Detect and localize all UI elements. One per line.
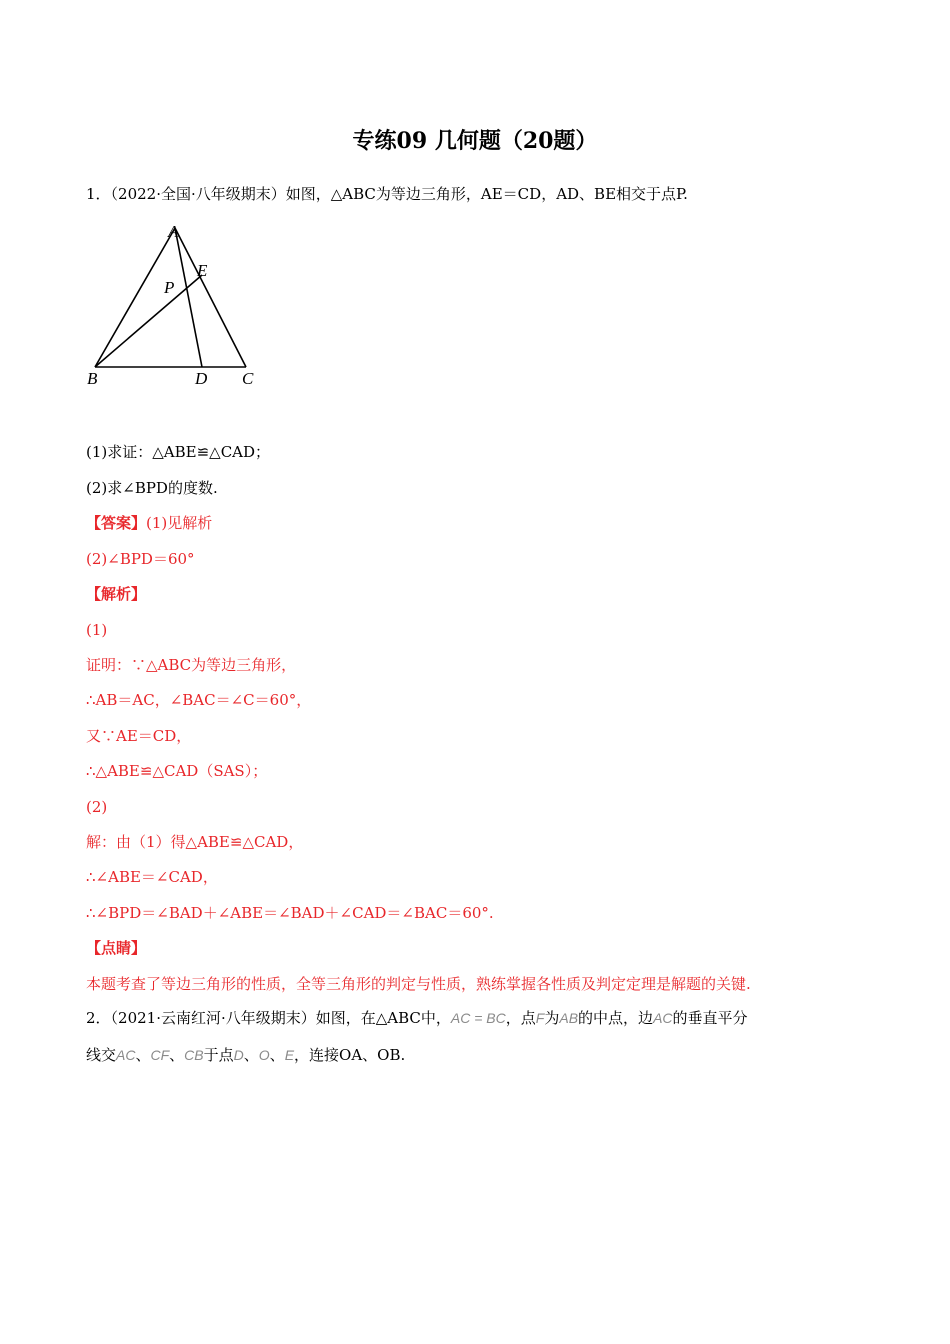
- comment-tag: 【点睛】: [86, 939, 147, 957]
- solution-line: 证明：∵△ABC为等边三角形，: [86, 656, 297, 674]
- segment-be: [95, 275, 202, 367]
- solution-line: 解：由（1）得△ABE≌△CAD，: [86, 833, 304, 851]
- answer-line: [86, 513, 212, 533]
- solution-line: (1): [86, 621, 108, 639]
- solution-line: 又∵AE＝CD，: [86, 727, 192, 745]
- var-ab: AB: [559, 1010, 579, 1026]
- label-e: E: [197, 261, 208, 280]
- label-b: B: [87, 369, 98, 388]
- answer-2: (2)∠BPD＝60°: [86, 550, 195, 568]
- var-f: F: [535, 1010, 545, 1026]
- page-title: 专练09 几何题（20题）: [352, 128, 598, 154]
- label-a: A: [168, 222, 179, 241]
- var-e: E: [284, 1047, 295, 1063]
- label-p: P: [164, 278, 175, 297]
- triangle-figure: [80, 215, 280, 395]
- solution-line: (2): [86, 798, 108, 816]
- answer-1: (1)见解析: [146, 514, 213, 532]
- solution-line: ∴∠ABE＝∠CAD，: [86, 868, 218, 886]
- answer-tag: 【答案】: [86, 514, 147, 532]
- analysis-tag: 【解析】: [86, 585, 147, 603]
- var-cf: CF: [150, 1047, 170, 1063]
- question-1-part1: (1)求证：△ABE≌△CAD；: [86, 443, 271, 461]
- label-d: D: [195, 369, 208, 388]
- label-c: C: [242, 369, 254, 388]
- side-ac: [175, 228, 246, 367]
- var-d: D: [233, 1047, 244, 1063]
- comment-text: 本题考查了等边三角形的性质，全等三角形的判定与性质，熟练掌握各性质及判定定理是解题的关键.: [86, 975, 751, 993]
- solution-line: ∴AB＝AC，∠BAC＝∠C＝60°，: [86, 691, 312, 709]
- var-ac: AC: [653, 1010, 673, 1026]
- solution-line: ∴△ABE≌△CAD（SAS）；: [86, 762, 268, 780]
- formula-ac-bc: AC = BC: [450, 1010, 506, 1026]
- var-o: O: [258, 1047, 270, 1063]
- question-2-line-2: 线交AC、CF、CB于点D、O、E，连接OA、OB.: [86, 1046, 406, 1064]
- var-cb: CB: [184, 1047, 204, 1063]
- solution-line: ∴∠BPD＝∠BAD＋∠ABE＝∠BAD＋∠CAD＝∠BAC＝60°.: [86, 904, 494, 922]
- segment-ad: [175, 228, 202, 367]
- question-1-stem: 1．（2022·全国·八年级期末）如图，△ABC为等边三角形，AE＝CD，AD、BE相交于点P.: [86, 185, 688, 203]
- question-1-part2: (2)求∠BPD的度数.: [86, 479, 218, 497]
- question-2-line-1: 2．（2021·云南红河·八年级期末）如图，在△ABC中，AC = BC，点F为AB的中点，边AC的垂直平分: [86, 1009, 748, 1027]
- side-ab: [95, 228, 175, 367]
- var-ac-2: AC: [116, 1047, 136, 1063]
